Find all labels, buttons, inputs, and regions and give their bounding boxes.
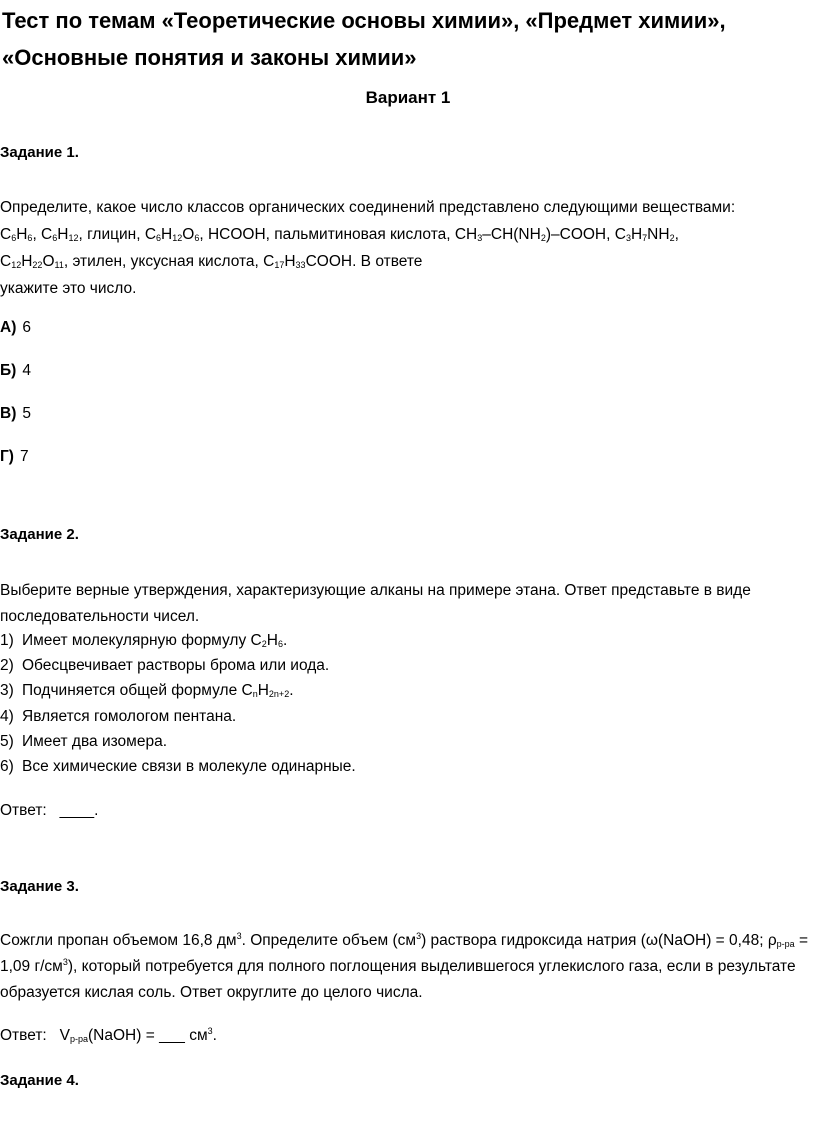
list-item: [0, 754, 356, 779]
variant-heading: Вариант 1: [365, 88, 451, 107]
task-3-answer-line: Ответ: $V_{р-ра}(NaOH)$ = ___ $см^3$.: [0, 1026, 217, 1044]
item-text: Подчиняется общей формуле $C_nH_{2n+2}$.: [22, 682, 294, 700]
page-title: Тест по темам «Теоретические основы химии», «Предмет химии», «Основные понятия и законы химии»: [2, 8, 726, 70]
option-label: В): [0, 405, 17, 422]
task-3-question: Сожгли пропан объемом 16,8 $дм^3$. Определите объем $(см^3)$ раствора гидроксида натрия (ω(NaOH) = 0,48; $\rho_{р-ра} = 1,09$ $г/см^3$), который потребуется для полного поглощения выделившегося углекислого газа, если в результате образуется кислая соль. Ответ округлите до целого числа.: [0, 931, 809, 1001]
list-item: [0, 729, 356, 754]
task-2-heading: Задание 2.: [0, 526, 79, 543]
list-item: [0, 653, 356, 678]
option-label: Б): [0, 362, 17, 379]
list-item: [0, 628, 356, 653]
item-number: 3): [0, 682, 14, 700]
item-number: 6): [0, 758, 14, 776]
item-number: 1): [0, 632, 14, 649]
task-2-question: Выберите верные утверждения, характеризующие алканы на примере этана. Ответ представьте в виде последовательности чисел.: [0, 582, 751, 625]
item-number: 2): [0, 657, 14, 675]
task-2-statement-list: [0, 628, 356, 779]
option-label: А): [0, 319, 17, 336]
item-text: Имеет два изомера.: [22, 732, 167, 750]
option-value: 7: [19, 448, 29, 465]
option-value: 5: [22, 405, 31, 422]
item-number: 5): [0, 732, 14, 750]
item-text: Обесцвечивает растворы брома или иода.: [22, 657, 330, 675]
option-value: 4: [22, 362, 31, 379]
task-1-option-c: [0, 404, 31, 424]
task-1-heading: Задание 1.: [0, 144, 79, 161]
task-3-heading: Задание 3.: [0, 878, 79, 895]
item-number: 4): [0, 707, 14, 725]
list-item: [0, 704, 356, 729]
task-4-heading: Задание 4.: [0, 1072, 79, 1089]
task-1-option-a: [0, 318, 31, 338]
item-text: Все химические связи в молекуле одинарные.: [22, 758, 356, 776]
list-item: [0, 678, 356, 703]
task-2-answer-line: Ответ: ____.: [0, 802, 99, 819]
task-1-option-d: [0, 447, 29, 467]
option-value: 6: [22, 319, 31, 336]
item-text: Является гомологом пентана.: [22, 707, 237, 725]
task-1-question: Определите, какое число классов органических соединений представлено следующими веществами: $C_6H_6$, $C_6H_{12}$, глицин, $C_6H_{12}O_6$, HCOOH, пальмитиновая кислота, $CH_3-CH(NH_2)$–COOH, $C_3H_7NH_2$, $C_{12}H_{22}O_{11}$, этилен, уксусная кислота, $C_{17}H_{33}COOH$. В ответе укажите это число.: [0, 199, 736, 297]
option-label: Г): [0, 448, 14, 465]
item-text: Имеет молекулярную формулу $C_2H_6$.: [22, 632, 288, 649]
task-1-option-b: [0, 361, 31, 381]
